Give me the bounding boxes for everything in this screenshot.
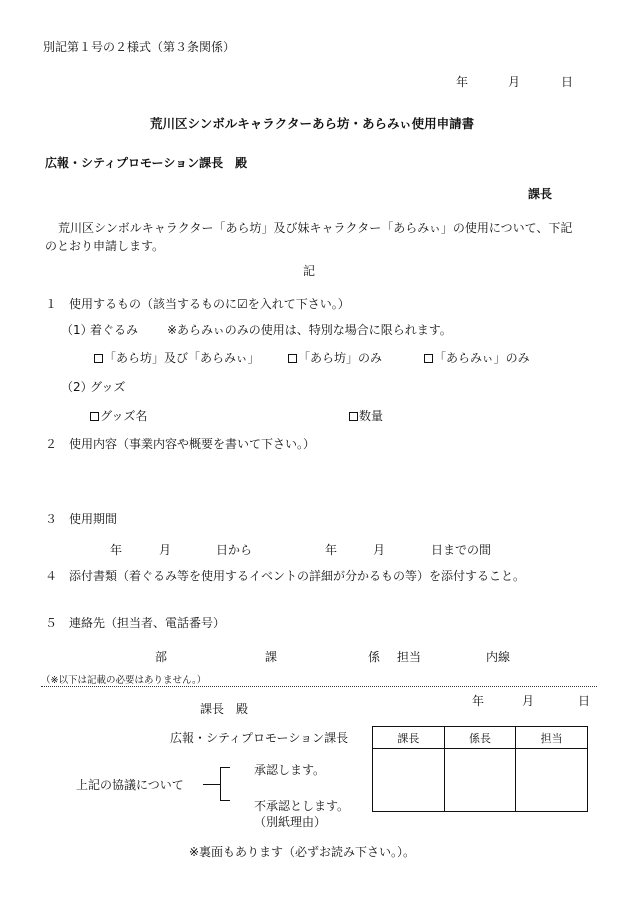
item1-sub1-number: （1） — [61, 323, 93, 337]
option-both[interactable] — [94, 349, 260, 366]
intro-line-2: のとおり申請します。 — [45, 239, 165, 253]
contact-extension: 内線 — [486, 650, 511, 664]
goods-quantity-field[interactable] — [349, 407, 383, 424]
checkbox-icon[interactable] — [94, 354, 103, 363]
contact-section: 課 — [265, 650, 278, 664]
option-aramii-only[interactable] — [424, 349, 530, 366]
item4-heading: ４ 添付書類（着ぐるみ等を使用するイベントの詳細が分かるもの等）を添付すること。 — [45, 569, 526, 583]
consult-label: 上記の協議について — [76, 778, 184, 792]
item1-sub1-note: ※あらみぃのみの使用は、特別な場合に限られます。 — [167, 323, 452, 337]
date-day-label: 日 — [561, 75, 574, 89]
lower-date-day: 日 — [578, 694, 591, 708]
stamp-header-staff: 担当 — [516, 727, 588, 749]
footer-note: ※裏面もあります（必ずお読み下さい。）。 — [189, 845, 416, 859]
item3-heading: ３ 使用期間 — [45, 512, 118, 526]
date-month-label: 月 — [508, 75, 521, 89]
item1-heading: １ 使用するもの（該当するものに☑を入れて下さい。） — [45, 297, 350, 311]
goods-name-field[interactable] — [90, 407, 147, 424]
bracket-stem — [203, 784, 220, 785]
contact-dept: 部 — [155, 650, 168, 664]
bracket-bottom — [220, 800, 230, 801]
stamp-cell-staff[interactable] — [516, 749, 588, 812]
stamp-cell-unit-chief[interactable] — [444, 749, 516, 812]
contact-unit: 係 — [368, 650, 381, 664]
date-year-label: 年 — [456, 75, 469, 89]
reject-option: 不承認とします。 — [254, 799, 350, 813]
lower-date-year: 年 — [472, 694, 485, 708]
period-end-year: 年 — [325, 543, 338, 557]
checkbox-icon[interactable] — [424, 354, 433, 363]
goods-name-label: グッズ名 — [100, 409, 148, 423]
reject-reason: （別紙理由） — [254, 815, 327, 829]
period-start-month: 月 — [159, 543, 172, 557]
stamp-cell-section-chief[interactable] — [373, 749, 445, 812]
period-end-day: 日までの間 — [431, 543, 492, 557]
bracket-top — [220, 767, 230, 768]
item1-sub1-label: 着ぐるみ — [90, 323, 139, 337]
checkbox-icon[interactable] — [349, 412, 358, 421]
document-title: 荒川区シンボルキャラクターあら坊・あらみぃ使用申請書 — [150, 116, 475, 131]
checkbox-icon[interactable] — [288, 354, 297, 363]
divider-note: （※以下は記載の必要はありません。） — [41, 675, 207, 686]
approve-option: 承認します。 — [254, 763, 326, 777]
option-arabo-only[interactable] — [288, 349, 382, 366]
intro-line-1: 荒川区シンボルキャラクター「あら坊」及び妹キャラクター「あらみぃ」の使用について、下記 — [58, 221, 573, 235]
option-aramii-only-label: 「あらみぃ」のみ — [434, 351, 530, 365]
approval-stamp-table — [372, 726, 588, 812]
dotted-divider — [41, 686, 597, 687]
addressee: 広報・シティプロモーション課長 殿 — [45, 156, 248, 170]
bracket-vertical — [220, 767, 221, 800]
checkbox-icon[interactable] — [90, 412, 99, 421]
lower-date-month: 月 — [522, 694, 535, 708]
applicant-label: 課長 — [528, 187, 553, 201]
option-arabo-only-label: 「あら坊」のみ — [298, 351, 383, 365]
option-both-label: 「あら坊」及び「あらみぃ」 — [104, 351, 260, 365]
period-start-year: 年 — [110, 543, 123, 557]
lower-sender: 広報・シティプロモーション課長 — [170, 731, 349, 745]
contact-person: 担当 — [397, 650, 422, 664]
lower-addressee: 課長 殿 — [200, 702, 249, 716]
ki-heading: 記 — [303, 264, 316, 278]
stamp-header-unit-chief: 係長 — [444, 727, 516, 749]
item2-heading: ２ 使用内容（事業内容や概要を書いて下さい。） — [45, 437, 316, 451]
stamp-header-section-chief: 課長 — [373, 727, 445, 749]
goods-quantity-label: 数量 — [359, 409, 384, 423]
item5-heading: ５ 連絡先（担当者、電話番号） — [45, 616, 226, 630]
item1-sub2-number: （2） — [61, 380, 93, 394]
period-end-month: 月 — [373, 543, 386, 557]
form-id: 別記第１号の２様式（第３条関係） — [43, 40, 236, 54]
period-start-day: 日から — [216, 543, 253, 557]
item1-sub2-label: グッズ — [90, 380, 126, 394]
